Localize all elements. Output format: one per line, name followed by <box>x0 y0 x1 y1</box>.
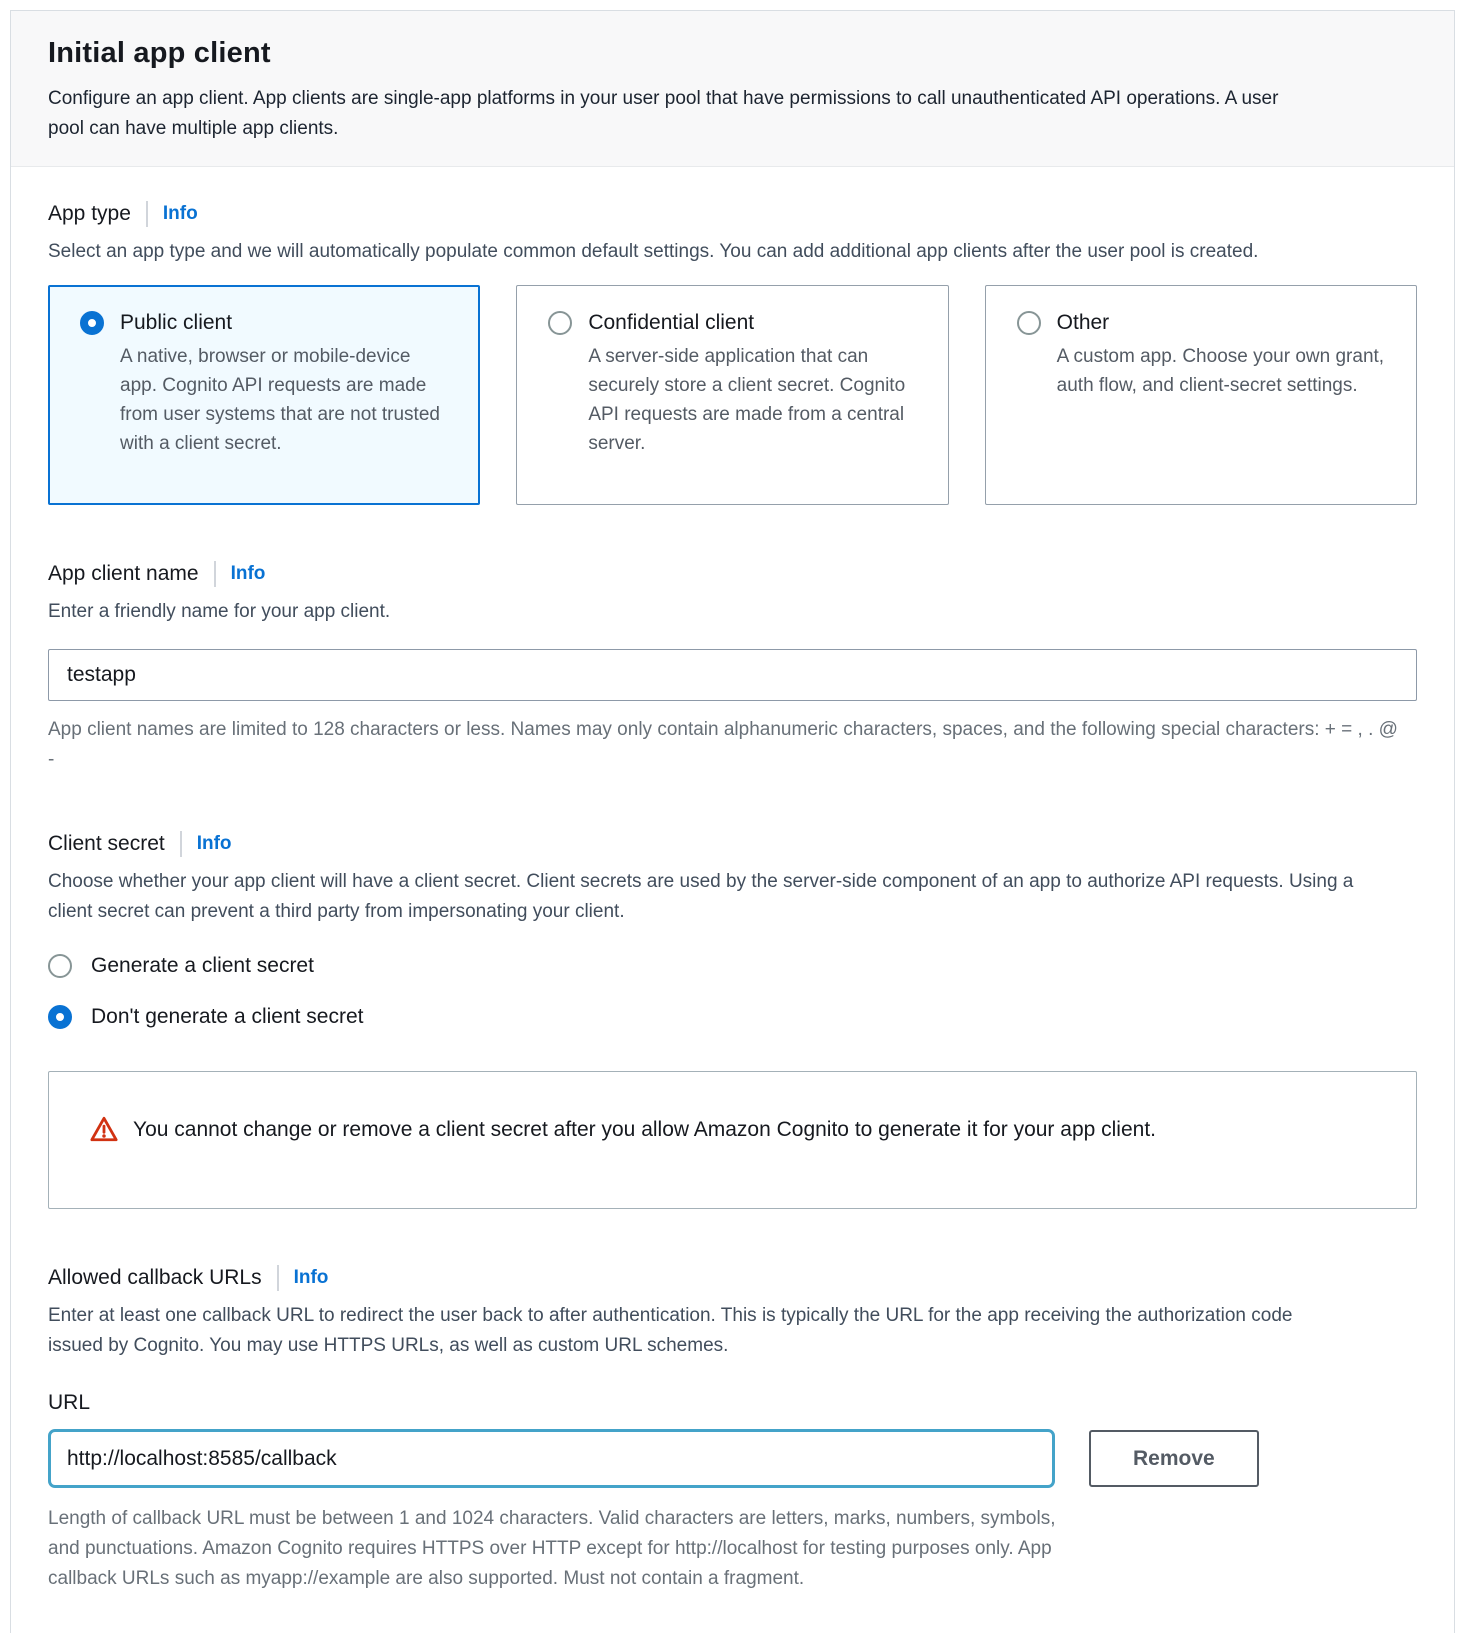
card-description: A custom app. Choose your own grant, auth flow, and client-secret settings. <box>1056 346 1385 396</box>
radio-public-client[interactable] <box>80 311 104 335</box>
app-client-name-input[interactable] <box>48 649 1417 701</box>
card-head <box>548 311 919 335</box>
app-type-info-link[interactable]: Info <box>162 203 198 224</box>
radio-dont-generate-secret[interactable] <box>48 1005 72 1029</box>
callback-urls-description: Enter at least one callback URL to redirect the user back to after authentication. This is typically the URL for the app receiving the authorization code issued by Cognito. You may use HTTPS URLs, as well as custom URL schemes. <box>48 1305 1293 1356</box>
client-secret-label: Client secret <box>48 832 165 855</box>
radio-confidential-client[interactable] <box>548 311 572 335</box>
callback-urls-label-row <box>48 1265 1417 1291</box>
app-type-description: Select an app type and we will automatically populate common default settings. You can add additional app clients after the user pool is created. <box>48 241 1259 262</box>
url-row <box>48 1429 1417 1488</box>
url-field-label: URL <box>48 1391 91 1414</box>
label-divider <box>180 831 182 857</box>
card-description: A server-side application that can securely store a client secret. Cognito API requests are made from a central server. <box>588 346 906 454</box>
card-head <box>1017 311 1388 335</box>
callback-url-constraint: Length of callback URL must be between 1 and 1024 characters. Valid characters are letters, marks, numbers, symbols, and punctuations. Amazon Cognito requires HTTPS over HTTP except for http://localhost for testing purposes only. App callback URLs such as myapp://example are also supported. Must not contain a fragment. <box>48 1508 1056 1589</box>
client-secret-warning-box <box>48 1071 1417 1209</box>
initial-app-client-panel <box>10 10 1455 1633</box>
app-type-card-public-client[interactable] <box>48 285 480 505</box>
app-type-label-row <box>48 201 1417 227</box>
label-divider <box>277 1265 279 1291</box>
radio-option-dont-generate-secret[interactable] <box>48 1005 1417 1029</box>
callback-urls-section <box>48 1265 1417 1594</box>
app-client-name-info-link[interactable]: Info <box>230 563 266 584</box>
card-description: A native, browser or mobile-device app. Cognito API requests are made from user systems that are not trusted with a client secret. <box>120 346 440 454</box>
radio-other[interactable] <box>1017 311 1041 335</box>
warning-triangle-icon <box>90 1115 118 1143</box>
card-title: Other <box>1056 311 1110 334</box>
app-type-card-other[interactable] <box>985 285 1417 505</box>
panel-content <box>11 167 1454 1633</box>
warning-text: You cannot change or remove a client secret after you allow Amazon Cognito to generate it for your app client. <box>133 1118 1156 1141</box>
app-type-section <box>48 201 1417 505</box>
app-type-label: App type <box>48 202 131 225</box>
card-head <box>80 311 451 335</box>
callback-urls-info-link[interactable]: Info <box>293 1267 329 1288</box>
callback-url-input[interactable] <box>48 1429 1055 1488</box>
client-secret-label-row <box>48 831 1417 857</box>
radio-generate-secret[interactable] <box>48 954 72 978</box>
radio-option-label: Don't generate a client secret <box>91 1005 364 1028</box>
callback-urls-label: Allowed callback URLs <box>48 1266 262 1289</box>
app-type-card-confidential-client[interactable] <box>516 285 948 505</box>
radio-option-generate-secret[interactable] <box>48 954 1417 978</box>
app-client-name-constraint: App client names are limited to 128 characters or less. Names may only contain alphanumeric characters, spaces, and the following special characters: + = , . @ - <box>48 719 1398 770</box>
app-type-cards <box>48 285 1417 505</box>
page-title: Initial app client <box>48 37 271 69</box>
app-client-name-label: App client name <box>48 562 199 585</box>
client-secret-section <box>48 831 1417 1209</box>
card-title: Confidential client <box>588 311 755 334</box>
app-client-name-section <box>48 561 1417 775</box>
app-client-name-label-row <box>48 561 1417 587</box>
client-secret-info-link[interactable]: Info <box>196 833 232 854</box>
label-divider <box>146 201 148 227</box>
app-client-name-description: Enter a friendly name for your app client. <box>48 601 391 622</box>
client-secret-description: Choose whether your app client will have a client secret. Client secrets are used by the server-side component of an app to authorize API requests. Using a client secret can prevent a third party from impersonating your client. <box>48 871 1354 922</box>
radio-option-label: Generate a client secret <box>91 954 314 977</box>
label-divider <box>214 561 216 587</box>
card-title: Public client <box>120 311 233 334</box>
panel-header <box>11 11 1454 167</box>
page-description: Configure an app client. App clients are single-app platforms in your user pool that have permissions to call unauthenticated API operations. A user pool can have multiple app clients. <box>48 88 1279 139</box>
remove-url-button[interactable]: Remove <box>1089 1430 1259 1487</box>
